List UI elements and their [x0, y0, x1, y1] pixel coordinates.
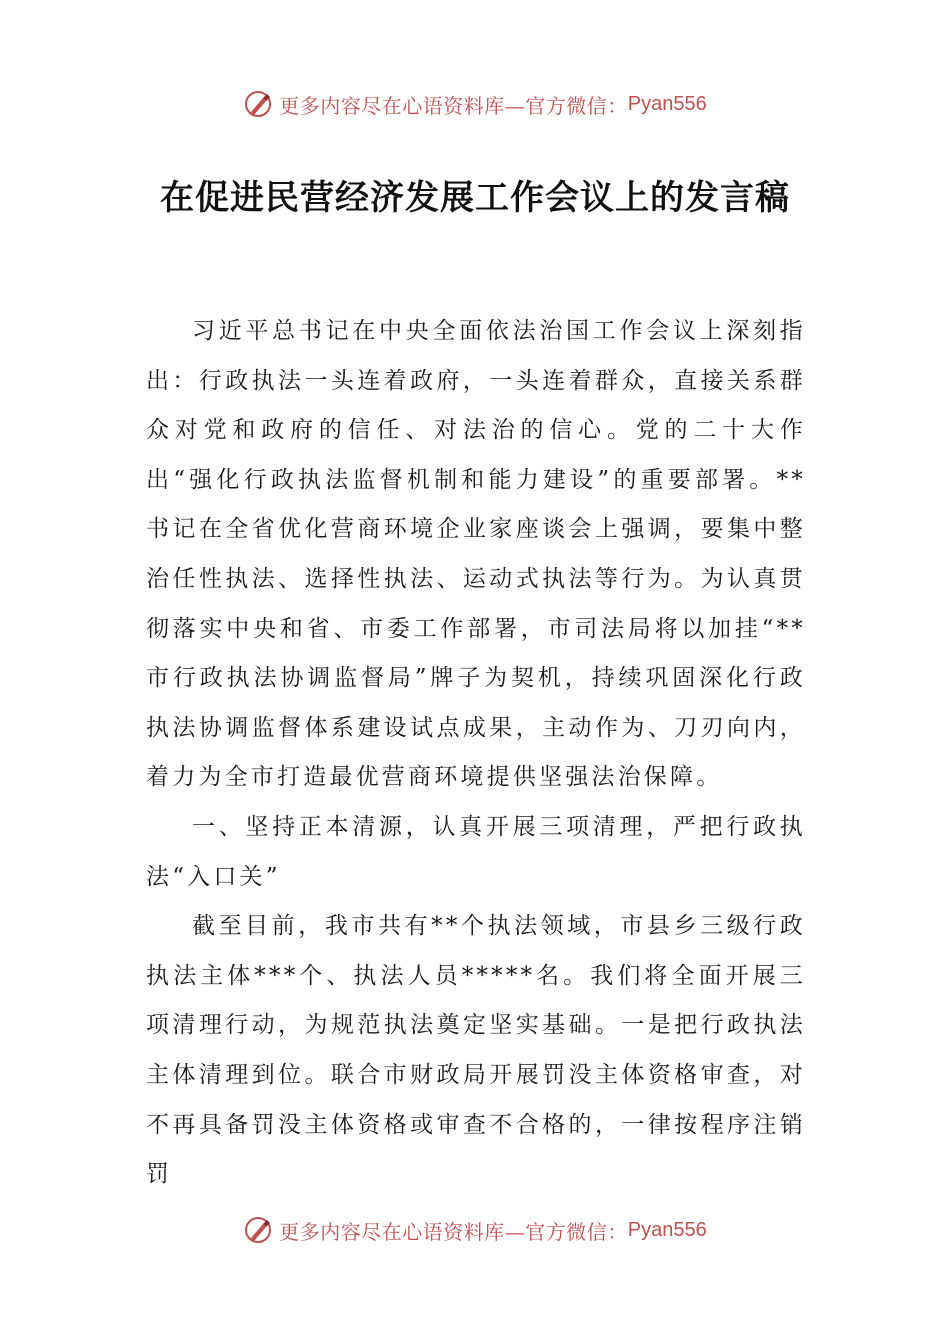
document-body [146, 307, 806, 1200]
banner-wechat-id: Pyan556 [627, 92, 707, 115]
footer-banner [0, 1210, 950, 1250]
banner-text: 更多内容尽在心语资料库—官方微信： [279, 93, 628, 118]
section-heading: 一、坚持正本清源，认真开展三项清理，严把行政执法“入口关” [146, 813, 806, 890]
banner-wechat-id: Pyan556 [627, 1218, 707, 1241]
document-title: 在促进民营经济发展工作会议上的发言稿 [160, 178, 790, 218]
paragraph: 截至目前，我市共有**个执法领域，市县乡三级行政执法主体***个、执法人员*****名。我们将全面开展三项清理行动，为规范执法奠定坚实基础。一是把行政执法主体清理到位。联合市财政局开展罚没主体资格审查，对不再具备罚没主体资格或审查不合格的，一律按程序注销罚 [146, 913, 806, 1188]
header-banner [0, 84, 950, 124]
pen-logo-icon [243, 1215, 273, 1245]
pen-logo-icon [243, 89, 273, 119]
banner-text: 更多内容尽在心语资料库—官方微信： [279, 1219, 628, 1244]
paragraph: 习近平总书记在中央全面依法治国工作会议上深刻指出：行政执法一头连着政府，一头连着群众，直接关系群众对党和政府的信任、对法治的信心。党的二十大作出“强化行政执法监督机制和能力建设”的重要部署。**书记在全省优化营商环境企业家座谈会上强调，要集中整治任性执法、选择性执法、运动式执法等行为。为认真贯彻落实中央和省、市委工作部署，市司法局将以加挂“**市行政执法协调监督局”牌子为契机，持续巩固深化行政执法协调监督体系建设试点成果，主动作为、刀刃向内，着力为全市打造最优营商环境提供坚强法治保障。 [146, 318, 806, 791]
